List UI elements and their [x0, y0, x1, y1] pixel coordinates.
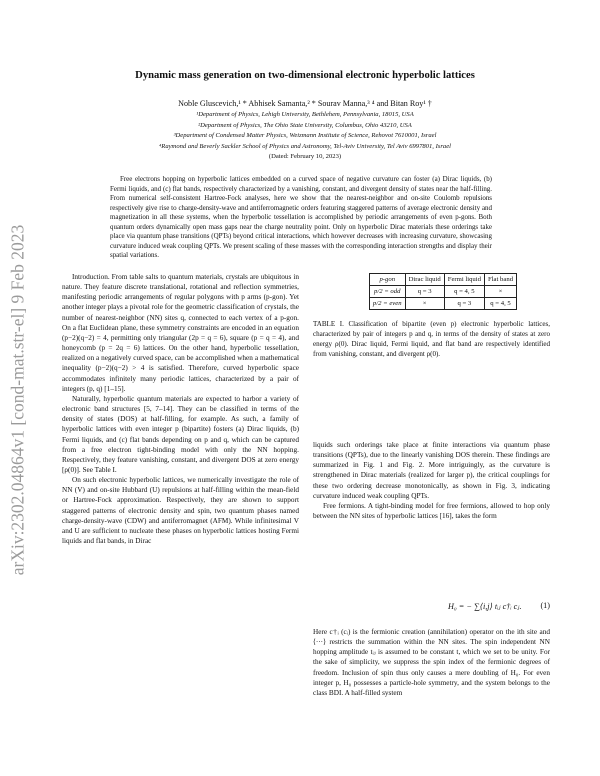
hamiltonian-equation: H₀ = − ∑⟨i,j⟩ tᵢⱼ c†ᵢ cⱼ. — [448, 602, 522, 611]
affiliation-2: ²Department of Physics, The Ohio State University, Columbus, Ohio 43210, USA — [198, 121, 412, 129]
table-header: p-gon — [369, 274, 405, 286]
qpt-paragraph: liquids such orderings take place at finite interactions via quantum phase transitions (QPTs), due to the linearly vanishing DOS therein. These findings are summarized in Fig. 1 and Fig. 2. More intriguingly, as the curvature is strengthened in Dirac materials (realized for larger p), the critical couplings for these two ordering decrease monotonically, as shown in Fig. 3, indicating curvature induced weak coupling QPTs. — [313, 441, 550, 500]
table-cell: q = 4, 5 — [444, 286, 484, 298]
table-cell: q = 3 — [444, 298, 484, 310]
left-column — [62, 272, 299, 546]
paper-title: Dynamic mass generation on two-dimensional electronic hyperbolic lattices — [135, 70, 475, 81]
table-header: Dirac liquid — [405, 274, 444, 286]
affiliation-1: ¹Department of Physics, Lehigh University, Bethlehem, Pennsylvania, 18015, USA — [196, 111, 414, 118]
table-cell: p/2 = even — [369, 298, 405, 310]
classification-table — [369, 273, 517, 310]
affiliation-4: ⁴Raymond and Beverly Sackler School of Physics and Astronomy, Tel-Aviv University, Tel Aviv 6997801, Israel — [159, 142, 451, 150]
table-1 — [323, 273, 563, 310]
table-row — [369, 298, 516, 310]
table-cell: q = 4, 5 — [484, 298, 516, 310]
right-column-continued — [313, 627, 550, 698]
right-column — [313, 440, 550, 521]
interactions-paragraph: On such electronic hyperbolic lattices, we numerically investigate the role of NN (V) and on-site Hubbard (U) repulsions at half-filling within the mean-field or Hartree-Fock approximation. Respectively, they are shown to support staggered patterns of electronic density and spin, two quantum phases named charge-density-wave (CDW) and antiferromagnet (AFM). While infinitesimal V and U are sufficient to nucleate these phases on hyperbolic lattices hosting Fermi liquids and flat bands, in Dirac — [62, 476, 299, 546]
dated-line: (Dated: February 10, 2023) — [268, 153, 342, 161]
abstract: Free electrons hopping on hyperbolic lattices embedded on a curved space of negative curvature can foster (a) Dirac liquids, (b) Fermi liquids, and (c) flat bands, respectively characterized by a vanishing, constant, and divergent density of states near the half-filling. From numerical self-consistent Hartree-Fock analyses, here we show that the nearest-neighbor and on-site Coulomb repulsions respectively give rise to charge-density-wave and antiferromagnetic orders featuring staggered patterns of average electronic density and magnetization in all these systems, when the hyperbolic tessellation is accomplished by periodic arrangements of even p-gons. Both quantum orders dynamically open mass gaps near the charge neutrality point. Only on hyperbolic Dirac materials these orderings take place via quantum phase transitions (QPTs) beyond critical interactions, which however decreases with increasing curvature, showcasing curvature induced weak coupling QPTs. We present scaling of these masses with the corresponding interaction strengths and display their spatial variations. — [110, 175, 492, 260]
table-cell: p/2 = odd — [369, 286, 405, 298]
table-header-row — [369, 274, 516, 286]
table-row — [369, 286, 516, 298]
table-header: Flat band — [484, 274, 516, 286]
intro-paragraph: Introduction. From table salts to quantum materials, crystals are ubiquitous in nature. They feature discrete translational, rotational and reflection symmetries, manifesting periodic arrangements of regular polygons with p arms (p-gon). Yet another integer plays a pivotal role for the geometric classification of crystals, the number of nearest-neighbor (NN) sites q, connected to each vertex of a p-gon. On a flat Euclidean plane, these symmetry constraints are encoded in an equation (p−2)(q−2) = 4, permitting only triangular (2p = q = 6), square (p = q = 4), and honeycomb (p = 2q = 6) lattices. On the other hand, hyperbolic tessellation, realized on a negatively curved space, can be accomplished when a mathematical inequality (p−2)(q−2) > 4 is satisfied. Therefore, curved hyperbolic space accommodates infinitely many periodic lattices, characterized by a pair of integers (p, q) [1–15]. — [62, 273, 299, 393]
arxiv-stamp-text: arXiv:2302.04864v1 [cond-mat.str-el] 9 Feb 2023 — [7, 224, 28, 576]
table-header: Fermi liquid — [444, 274, 484, 286]
affiliations — [50, 110, 560, 163]
arxiv-stamp — [2, 224, 34, 576]
equation-1 — [313, 596, 550, 618]
table-cell: × — [484, 286, 516, 298]
free-fermions-paragraph: Free fermions. A tight-binding model for free fermions, allowed to hop only between the NN sites of hyperbolic lattices [16], takes the form — [313, 501, 550, 521]
table-caption: TABLE I. Classification of bipartite (even p) electronic hyperbolic lattices, characterized by pair of integers p and q, in terms of the density of states at zero energy ρ(0). Dirac liquid, Fermi liquid, and flat band are respectively identified from vanishing, constant, and divergent ρ(0). — [313, 320, 550, 358]
table-cell: q = 3 — [405, 286, 444, 298]
affiliation-3: ³Department of Condensed Matter Physics, Weizmann Institute of Science, Rehovot 7610001, Israel — [173, 132, 437, 140]
hamiltonian-explanation-paragraph: Here c†ᵢ (cᵢ) is the fermionic creation (annihilation) operator on the ith site and ⟨···⟩ restricts the summation within the NN sites. The spin independent NN hopping amplitude tᵢⱼ is assumed to be constant t, which we set to be unity. For the sake of simplicity, we suppress the spin index of the fermionic degrees of freedom. Inclusion of spin thus only causes a mere doubling of H₀. For even integer p, H₀ possesses a particle-hole symmetry, and the system belongs to the class BDI. A half-filled system — [313, 628, 550, 697]
table-cell: × — [405, 298, 444, 310]
author-list: Noble Gluscevich,¹ * Abhisek Samanta,² * Sourav Manna,³ ⁴ and Bitan Roy¹ † — [178, 99, 432, 108]
equation-number: (1) — [540, 601, 550, 610]
band-structure-paragraph: Naturally, hyperbolic quantum materials are expected to harbor a variety of electronic band structures [5, 7–14]. They can be classified in terms of the density of states (DOS) at half-filling, for example. As such, a family of hyperbolic lattices with even integer p (bipartite) fosters (a) Dirac liquids, (b) Fermi liquids, and (c) flat bands depending on p and q, which can be captured from a free electron tight-binding model with only the NN hopping. Respectively, they feature vanishing, constant, and divergent DOS at zero energy [ρ(0)]. See Table I. — [62, 394, 299, 474]
